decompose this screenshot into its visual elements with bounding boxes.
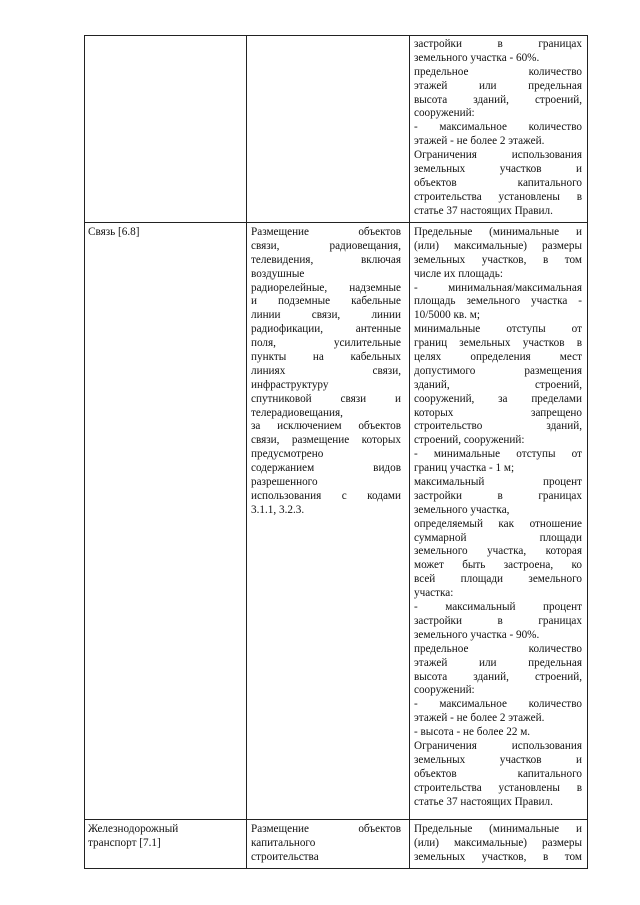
text-line: строительство зданий, — [414, 420, 582, 433]
text-line: строительства — [251, 850, 319, 863]
text-line: линиях связи, — [251, 364, 401, 377]
text-line: земельных участков, в том — [414, 253, 582, 266]
text-line: содержанием видов — [251, 462, 401, 475]
text-line: Предельные (минимальные и — [414, 226, 582, 238]
row-divider-2 — [84, 819, 588, 820]
text-line: этажей или предельная — [414, 79, 582, 92]
text-line: строительства установлены в — [414, 190, 582, 203]
text-line: 3.1.1, 3.2.3. — [251, 503, 305, 516]
text-line: объектов капитального — [414, 767, 582, 780]
text-line: связи, размещение которых — [251, 434, 401, 447]
text-line: радиофикации, антенные — [251, 323, 401, 336]
table-border-top — [84, 35, 588, 36]
text-line: целях определения мест — [414, 351, 582, 364]
text-line: этажей - не более 2 этажей. — [414, 712, 545, 725]
text-line: Размещение объектов — [251, 226, 401, 238]
table-border-right — [587, 35, 588, 869]
text-line: сооружений, за пределами — [414, 392, 582, 405]
text-line: спутниковой связи и — [251, 392, 401, 405]
text-line: - высота - не более 22 м. — [414, 726, 531, 739]
row-2-name-line: Железнодорожный — [88, 823, 179, 835]
text-line: Ограничения использования — [414, 149, 582, 162]
row-2-name — [88, 823, 238, 851]
text-line: земельного участка, которая — [414, 545, 582, 558]
row-divider-1 — [84, 222, 588, 223]
text-line: застройки в границах — [414, 489, 582, 502]
text-line: земельных участков, в том — [414, 850, 582, 863]
text-line: числе их площадь: — [414, 267, 503, 280]
text-line: и подземные кабельные — [251, 295, 401, 308]
text-line: застройки в границах — [414, 38, 582, 50]
text-line: максимальный процент — [414, 476, 582, 489]
text-line: границ участка - 1 м; — [414, 462, 515, 475]
text-line: капитального — [251, 836, 316, 849]
text-line: земельного участка - 60%. — [414, 51, 540, 64]
text-line: суммарной площади — [414, 531, 582, 544]
text-line: зданий, строений, — [414, 378, 582, 391]
text-line: предельное количество — [414, 642, 582, 655]
row-1-parameters — [414, 226, 582, 809]
text-line: Предельные (минимальные и — [414, 823, 582, 835]
text-line: строений, сооружений: — [414, 434, 525, 447]
text-line: участка: — [414, 587, 454, 600]
text-line: (или) максимальные) размеры — [414, 836, 582, 849]
row-1-name-text: Связь [6.8] — [88, 226, 140, 238]
text-line: статье 37 настоящих Правил. — [414, 795, 553, 808]
row-2-parameters — [414, 823, 582, 865]
text-line: телевидения, включая — [251, 253, 401, 266]
text-line: сооружений: — [414, 107, 475, 120]
row-1-name — [88, 226, 238, 240]
text-line: объектов капитального — [414, 176, 582, 189]
text-line: земельного участка - 90%. — [414, 628, 540, 641]
text-line: строительства установлены в — [414, 781, 582, 794]
text-line: этажей или предельная — [414, 656, 582, 669]
text-line: высота зданий, строений, — [414, 93, 582, 106]
text-line: - минимальные отступы от — [414, 448, 582, 461]
text-line: допустимого размещения — [414, 364, 582, 377]
text-line: границ земельных участков в — [414, 337, 582, 350]
column-divider-1 — [246, 35, 247, 869]
row-0-parameters — [414, 38, 582, 219]
text-line: Ограничения использования — [414, 739, 582, 752]
text-line: инфраструктуру — [251, 378, 329, 391]
text-line: этажей - не более 2 этажей. — [414, 135, 545, 148]
text-line: - минимальная/максимальная — [414, 281, 582, 294]
row-2-description — [251, 823, 401, 865]
text-line: определяемый как отношение — [414, 517, 582, 530]
text-line: телерадиовещания, — [251, 406, 343, 419]
text-line: площадь земельного участка - — [414, 295, 582, 308]
text-line: связи, радиовещания, — [251, 239, 401, 252]
row-1-description — [251, 226, 401, 518]
text-line: земельных участков и — [414, 163, 582, 176]
text-line: за исключением объектов — [251, 420, 401, 433]
text-line: - максимальный процент — [414, 601, 582, 614]
text-line: земельных участков и — [414, 753, 582, 766]
text-line: линии связи, линии — [251, 309, 401, 322]
text-line: радиорелейные, надземные — [251, 281, 401, 294]
column-divider-2 — [409, 35, 410, 869]
text-line: пункты на кабельных — [251, 351, 401, 364]
text-line: использования с кодами — [251, 489, 401, 502]
text-line: - максимальное количество — [414, 698, 582, 711]
text-line: - максимальное количество — [414, 121, 582, 134]
text-line: может быть застроена, ко — [414, 559, 582, 572]
text-line: (или) максимальные) размеры — [414, 239, 582, 252]
text-line: статье 37 настоящих Правил. — [414, 204, 553, 217]
text-line: предельное количество — [414, 65, 582, 78]
text-line: Размещение объектов — [251, 823, 401, 835]
text-line: 10/5000 кв. м; — [414, 309, 480, 322]
table-border-left — [84, 35, 85, 869]
text-line: застройки в границах — [414, 614, 582, 627]
text-line: поля, усилительные — [251, 337, 401, 350]
text-line: воздушные — [251, 267, 305, 280]
text-line: разрешенного — [251, 476, 318, 489]
table-border-bottom — [84, 868, 588, 869]
text-line: сооружений: — [414, 684, 475, 697]
text-line: которых запрещено — [414, 406, 582, 419]
text-line: всей площади земельного — [414, 573, 582, 586]
text-line: минимальные отступы от — [414, 323, 582, 336]
text-line: высота зданий, строений, — [414, 670, 582, 683]
text-line: предусмотрено — [251, 448, 324, 461]
text-line: земельного участка, — [414, 503, 510, 516]
row-2-name-line: транспорт [7.1] — [88, 836, 161, 849]
